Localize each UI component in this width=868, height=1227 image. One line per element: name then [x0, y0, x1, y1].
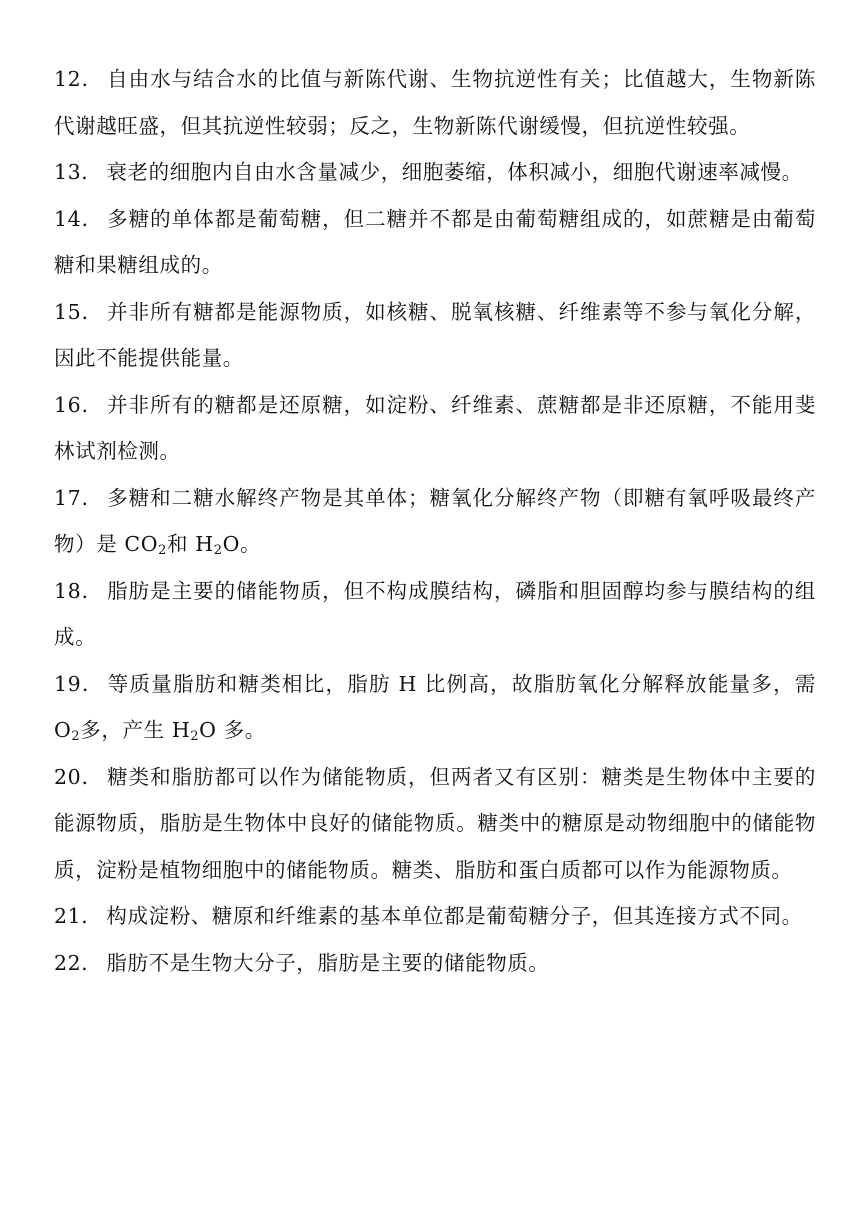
subscript: 2 — [71, 729, 81, 744]
item-text: 脂肪是主要的储能物质，但不构成膜结构，磷脂和胆固醇均参与膜结构的组成。 — [54, 578, 816, 649]
item-text: 多，产生 H — [80, 718, 191, 742]
item-number: 14． — [54, 206, 104, 231]
list-item — [54, 568, 816, 661]
list-item — [54, 382, 816, 475]
item-text: 糖类和脂肪都可以作为储能物质，但两者又有区别：糖类是生物体中主要的能源物质，脂肪是生物体中良好的储能物质。糖类中的糖原是动物细胞中的储能物质，淀粉是植物细胞中的储能物质。糖类、脂肪和蛋白质都可以作为能源物质。 — [54, 764, 816, 882]
list-item — [54, 475, 816, 568]
item-number: 16． — [54, 392, 104, 417]
item-text: 和 H — [166, 532, 214, 556]
item-number: 15． — [54, 299, 104, 324]
item-number: 13． — [54, 160, 103, 184]
item-number: 22． — [54, 950, 103, 975]
list-item — [54, 56, 816, 149]
subscript: 2 — [190, 729, 200, 744]
item-text: 等质量脂肪和糖类相比，脂肪 H 比例高，故脂肪氧化分解释放能量多，需 O — [54, 671, 816, 742]
item-text: 脂肪不是生物大分子，脂肪是主要的储能物质。 — [106, 950, 550, 975]
item-text: 衰老的细胞内自由水含量减少，细胞萎缩，体积减小，细胞代谢速率减慢。 — [106, 160, 803, 184]
item-number: 12． — [54, 67, 104, 91]
document-page — [54, 56, 816, 986]
subscript: 2 — [213, 543, 223, 558]
item-number: 21． — [54, 904, 103, 928]
item-number: 20． — [54, 764, 104, 789]
list-item — [54, 754, 816, 894]
item-text: 构成淀粉、糖原和纤维素的基本单位都是葡萄糖分子，但其连接方式不同。 — [106, 904, 803, 928]
list-item — [54, 893, 816, 940]
item-text: 多糖的单体都是葡萄糖，但二糖并不都是由葡萄糖组成的，如蔗糖是由葡萄糖和果糖组成的。 — [54, 206, 816, 277]
item-text: O 多。 — [199, 718, 266, 742]
item-text: 并非所有的糖都是还原糖，如淀粉、纤维素、蔗糖都是非还原糖，不能用斐林试剂检测。 — [54, 392, 816, 463]
item-number: 17． — [54, 485, 104, 510]
list-item — [54, 661, 816, 754]
item-text: 多糖和二糖水解终产物是其单体；糖氧化分解终产物（即糖有氧呼吸最终产物）是 CO — [54, 485, 816, 556]
item-number: 19． — [54, 671, 104, 696]
list-item — [54, 149, 816, 196]
list-item — [54, 289, 816, 382]
item-text: O。 — [222, 532, 262, 556]
list-item — [54, 940, 816, 987]
subscript: 2 — [158, 543, 167, 558]
list-item — [54, 196, 816, 289]
item-text: 并非所有糖都是能源物质，如核糖、脱氧核糖、纤维素等不参与氧化分解，因此不能提供能量。 — [54, 299, 816, 370]
item-number: 18． — [54, 578, 104, 603]
item-text: 自由水与结合水的比值与新陈代谢、生物抗逆性有关；比值越大，生物新陈代谢越旺盛，但其抗逆性较弱；反之，生物新陈代谢缓慢，但抗逆性较强。 — [54, 67, 816, 138]
